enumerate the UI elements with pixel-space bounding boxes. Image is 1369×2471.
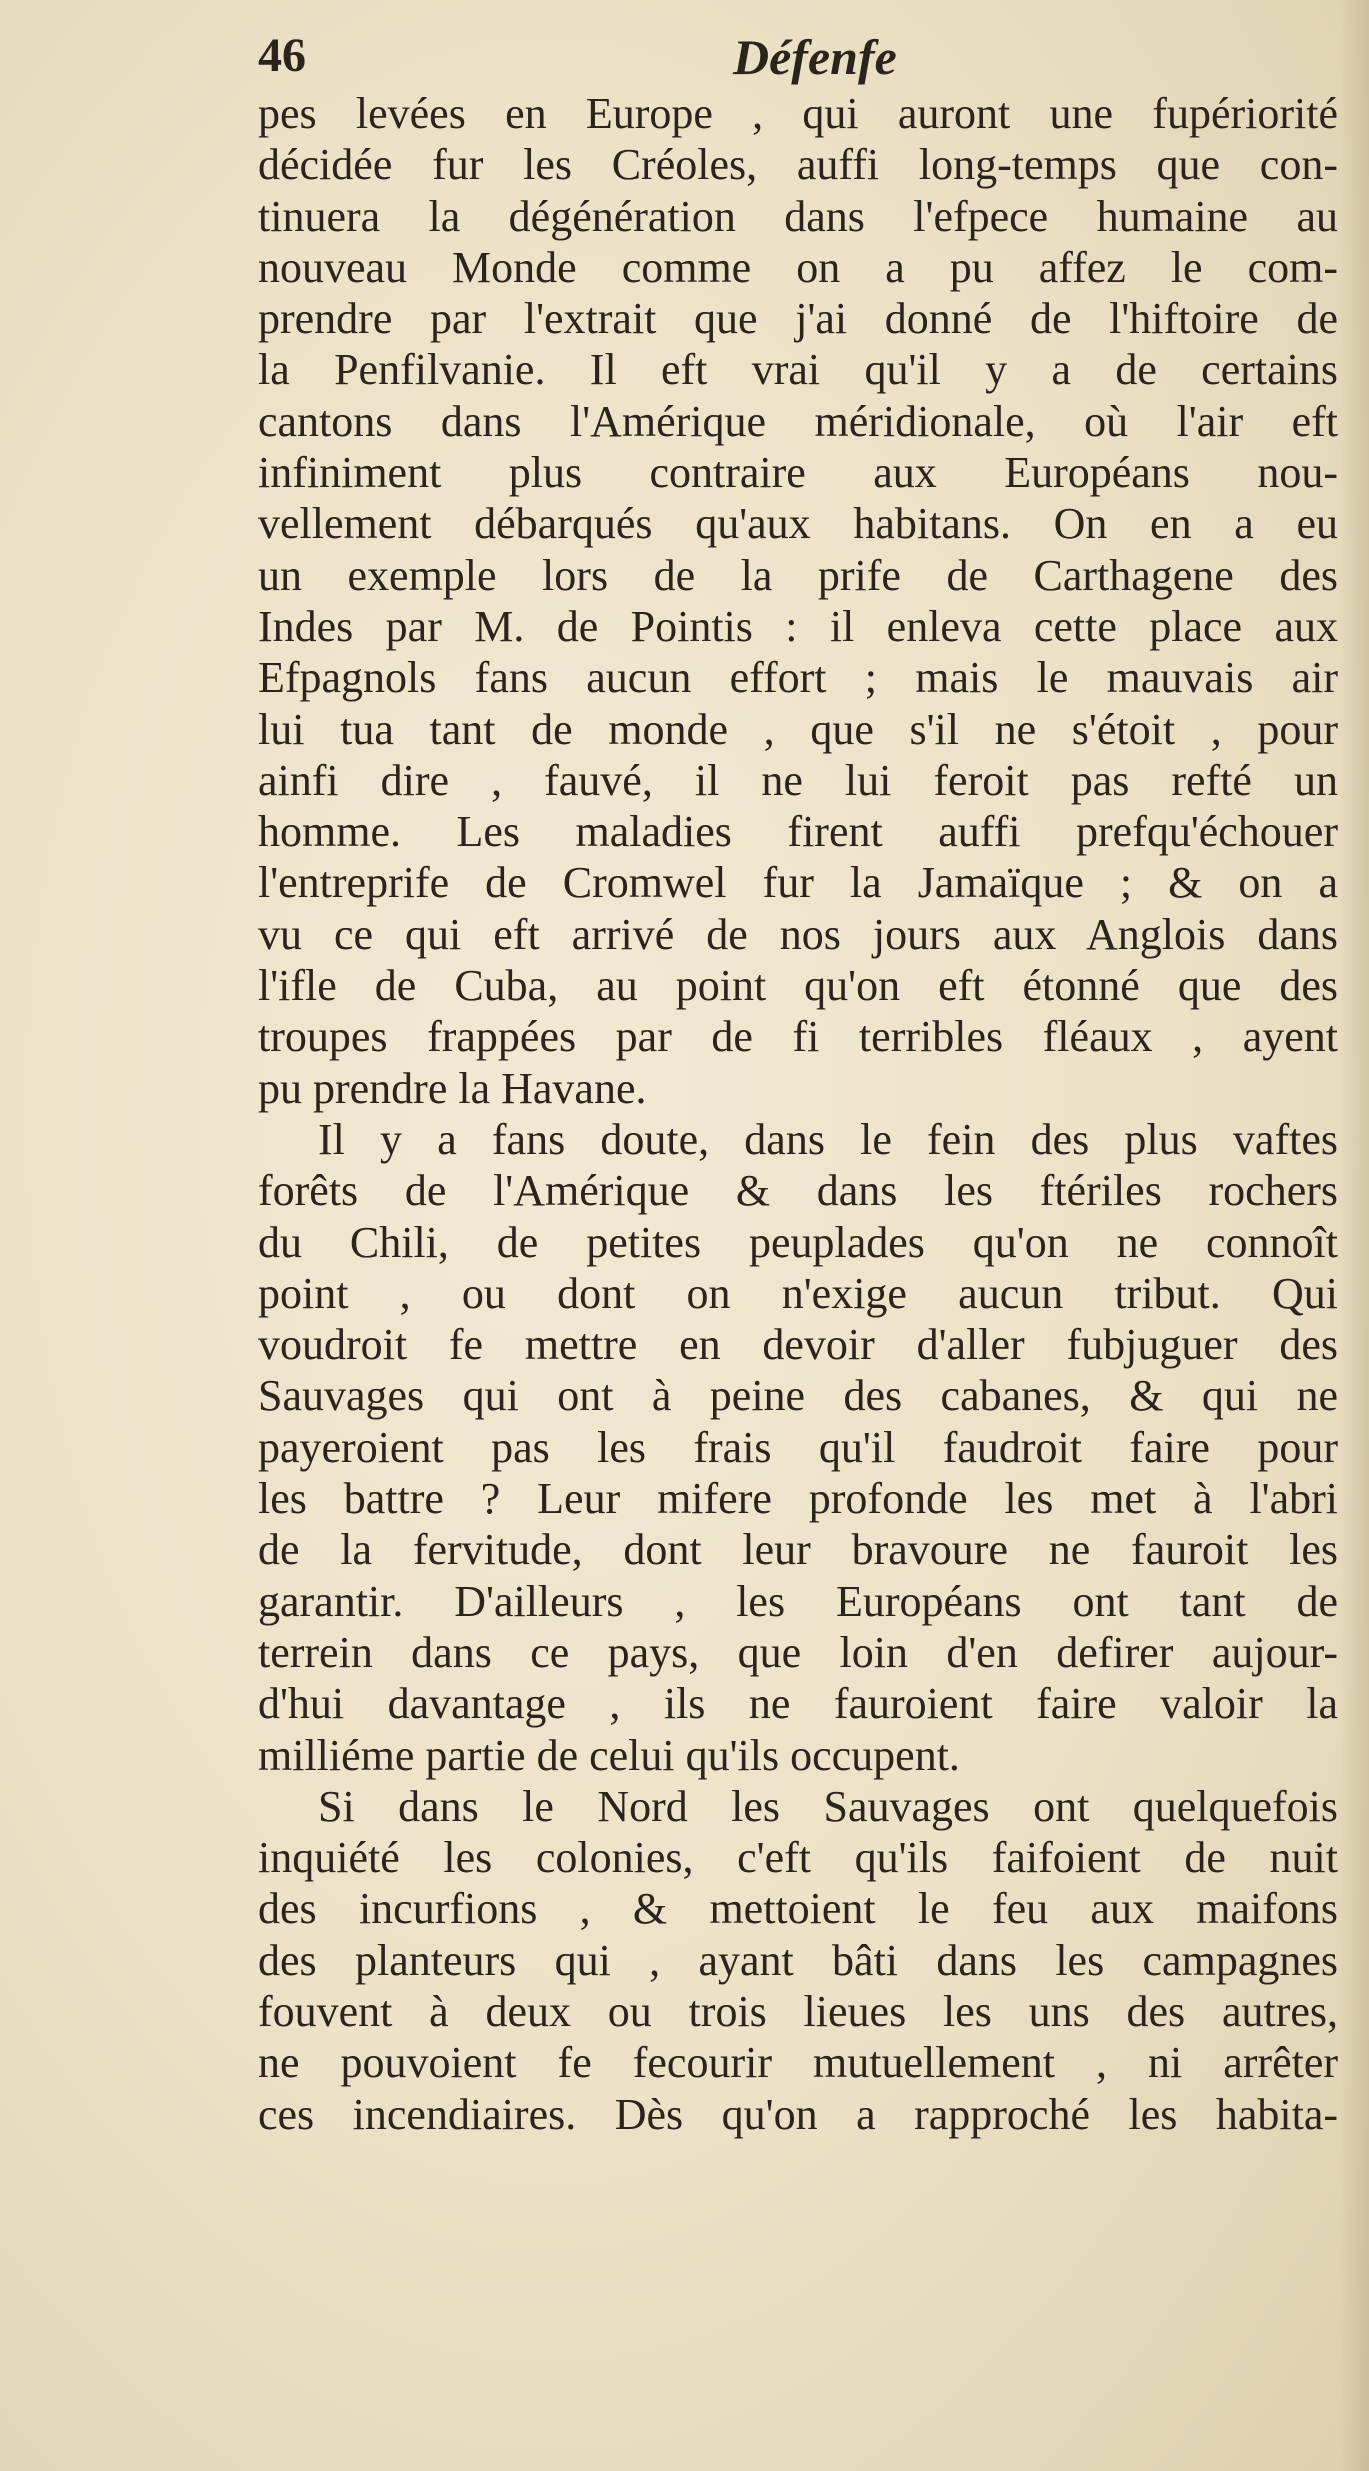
paragraph-1	[258, 88, 1338, 1114]
text-line: homme. Les maladies firent auffi prefqu'échouer	[258, 807, 1338, 857]
text-line: nouveau Monde comme on a pu affez le com-	[258, 242, 1338, 292]
paragraph-2	[258, 1114, 1338, 1781]
text-line: l'entreprife de Cromwel fur la Jamaïque ; & on a	[258, 858, 1338, 908]
text-line: des incurfions , & mettoient le feu aux maifons	[258, 1884, 1338, 1934]
text-line: voudroit fe mettre en devoir d'aller fubjuguer des	[258, 1320, 1338, 1370]
text-line: lui tua tant de monde , que s'il ne s'étoit , pour	[258, 704, 1338, 754]
text-line: ces incendiaires. Dès qu'on a rapproché les habita-	[258, 2089, 1338, 2139]
text-line: infiniment plus contraire aux Européans nou-	[258, 448, 1338, 498]
text-line: l'ifle de Cuba, au point qu'on eft étonné que des	[258, 961, 1338, 1011]
paragraph-3	[258, 1781, 1338, 2140]
text-line: forêts de l'Amérique & dans les ftériles rochers	[258, 1166, 1338, 1216]
text-line: des planteurs qui , ayant bâti dans les campagnes	[258, 1935, 1338, 1985]
text-line: troupes frappées par de fi terribles fléaux , ayent	[258, 1012, 1338, 1062]
text-line: prendre par l'extrait que j'ai donné de l'hiftoire de	[258, 294, 1338, 344]
running-title: Défenfe	[733, 29, 897, 85]
text-line: un exemple lors de la prife de Carthagene des	[258, 550, 1338, 600]
text-line: pes levées en Europe , qui auront une fupériorité	[258, 89, 1338, 138]
text-line: pu prendre la Havane.	[258, 1063, 647, 1113]
text-line: ainfi dire , fauvé, il ne lui feroit pas refté un	[258, 755, 1338, 805]
page-number: 46	[258, 29, 306, 82]
text-line: fouvent à deux ou trois lieues les uns des autres,	[258, 1986, 1338, 2036]
text-line: inquiété les colonies, c'eft qu'ils faifoient de nuit	[258, 1833, 1338, 1883]
text-line: Il y a fans doute, dans le fein des plus vaftes	[318, 1114, 1338, 1164]
text-line: tinuera la dégénération dans l'efpece humaine au	[258, 191, 1338, 241]
text-line: ne pouvoient fe fecourir mutuellement , ni arrêter	[258, 2038, 1338, 2088]
text-line: point , ou dont on n'exige aucun tribut. Qui	[258, 1268, 1338, 1318]
text-line: Efpagnols fans aucun effort ; mais le mauvais air	[258, 653, 1338, 703]
text-line: cantons dans l'Amérique méridionale, où l'air eft	[258, 396, 1338, 446]
text-line: de la fervitude, dont leur bravoure ne fauroit les	[258, 1525, 1338, 1575]
text-line: Indes par M. de Pointis : il enleva cette place aux	[258, 601, 1338, 651]
text-line: la Penfilvanie. Il eft vrai qu'il y a de certains	[258, 345, 1338, 395]
text-line: décidée fur les Créoles, auffi long-temps que con-	[258, 140, 1338, 190]
text-line: payeroient pas les frais qu'il faudroit faire pour	[258, 1422, 1338, 1472]
text-line: d'hui davantage , ils ne fauroient faire valoir la	[258, 1679, 1338, 1729]
text-line: du Chili, de petites peuplades qu'on ne connoît	[258, 1217, 1338, 1267]
body-text	[258, 88, 1338, 2140]
text-line: Si dans le Nord les Sauvages ont quelquefois	[318, 1781, 1338, 1831]
text-line: terrein dans ce pays, que loin d'en defirer aujour-	[258, 1627, 1338, 1677]
text-line: les battre ? Leur mifere profonde les met à l'abri	[258, 1474, 1338, 1524]
text-line: vellement débarqués qu'aux habitans. On en a eu	[258, 499, 1338, 549]
text-line: milliéme partie de celui qu'ils occupent.	[258, 1730, 960, 1780]
text-line: garantir. D'ailleurs , les Européans ont tant de	[258, 1576, 1338, 1626]
text-line: vu ce qui eft arrivé de nos jours aux Anglois dans	[258, 909, 1338, 959]
text-line: Sauvages qui ont à peine des cabanes, & qui ne	[258, 1371, 1338, 1421]
page-header	[258, 22, 1338, 92]
